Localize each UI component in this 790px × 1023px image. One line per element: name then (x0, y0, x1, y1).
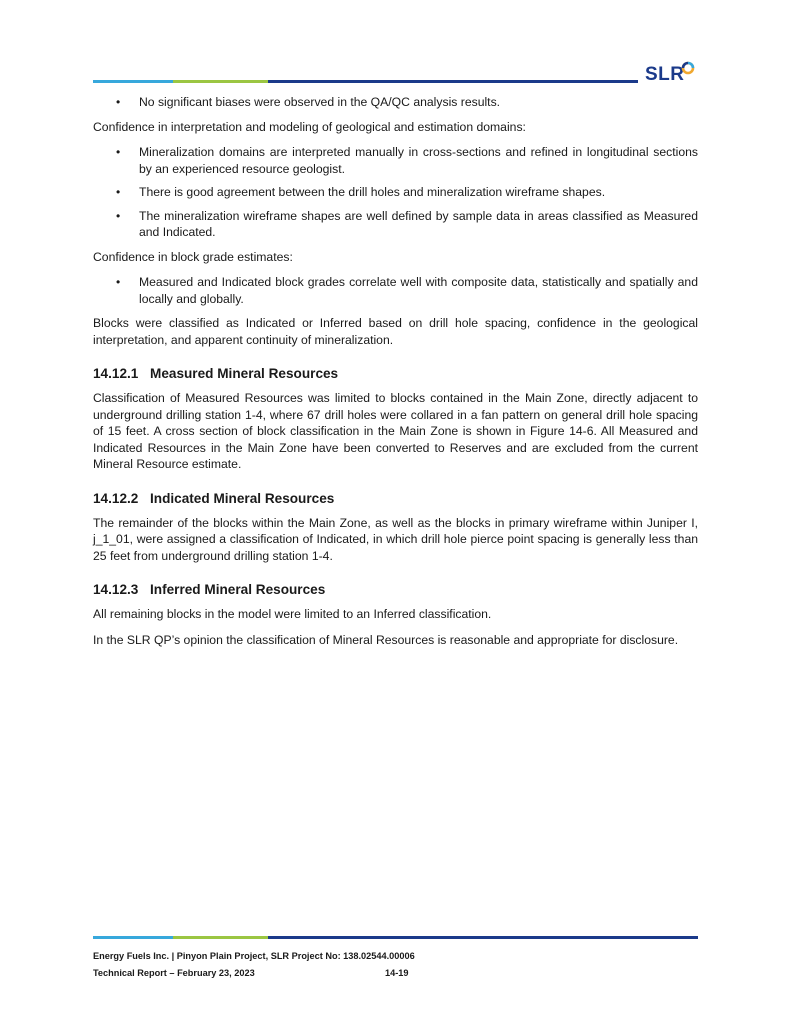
footer-report-line (93, 965, 698, 982)
section-number: 14.12.1 (93, 366, 139, 381)
footer-report-date: Technical Report – February 23, 2023 (93, 968, 255, 978)
paragraph-measured: Classification of Measured Resources was limited to blocks contained in the Main Zone, directly adjacent to underground drilling station 1-4, where 67 drill holes were collared in a fan pattern on general drill hole spacing of 15 feet. A cross section of block classification in the Main Zone is shown in Figure 14-6. All Measured and Indicated Resources in the Main Zone have been converted to Reserves and are excluded from the current Mineral Resource estimate. (93, 391, 698, 471)
section-heading-inferred (93, 581, 698, 598)
list-item: • No significant biases were observed in the QA/QC analysis results. (116, 95, 501, 109)
section-title: Measured Mineral Resources (150, 366, 339, 381)
document-body (93, 94, 698, 657)
section-number: 14.12.2 (93, 490, 139, 506)
bullet-list-qaqc (93, 94, 698, 111)
page-number: 14-19 (385, 968, 409, 978)
section-number: 14.12.3 (93, 582, 139, 597)
header-rule (93, 80, 638, 83)
list-item: • Measured and Indicated block grades correlate well with composite data, statistically and spatially and locally and globally. (116, 275, 698, 306)
bullet-list-grade (93, 274, 698, 307)
bullet-icon: • (116, 185, 121, 199)
bullet-icon: • (116, 208, 121, 223)
section-heading-indicated (93, 490, 698, 507)
paragraph-indicated: The remainder of the blocks within the Main Zone, as well as the blocks in primary wireframe within Juniper I, j_1_01, were assigned a classification of Indicated, in which drill hole pierce point spacing is generally less than 25 feet from underground drilling station 1-4. (93, 515, 698, 563)
paragraph-inferred: All remaining blocks in the model were limited to an Inferred classification. (93, 607, 492, 621)
bullet-icon: • (116, 145, 121, 159)
bullet-icon: • (116, 95, 121, 109)
footer-rule (93, 936, 698, 939)
logo-text: SLR (645, 64, 685, 85)
slr-logo (645, 64, 700, 88)
bullet-list-interpretation (93, 144, 698, 241)
paragraph-blocks-classified: Blocks were classified as Indicated or Inferred based on drill hole spacing, confidence in the geological interpretation, and apparent continuity of mineralization. (93, 316, 698, 347)
slr-logo-mark-icon (681, 61, 695, 75)
paragraph-confidence-interpretation: Confidence in interpretation and modeling of geological and estimation domains: (93, 119, 526, 134)
section-heading-measured (93, 365, 698, 382)
list-item: • There is good agreement between the drill holes and mineralization wireframe shapes. (116, 185, 606, 199)
paragraph-qp-opinion: In the SLR QP’s opinion the classification of Mineral Resources is reasonable and appropriate for disclosure. (93, 632, 679, 647)
page-footer (93, 948, 698, 982)
section-title: Inferred Mineral Resources (150, 582, 326, 597)
section-title: Indicated Mineral Resources (150, 490, 335, 506)
list-item: • Mineralization domains are interpreted manually in cross-sections and refined in longitudinal sections by an experienced resource geologist. (116, 145, 698, 176)
footer-project-line: Energy Fuels Inc. | Pinyon Plain Project, SLR Project No: 138.02544.00006 (93, 951, 415, 961)
list-item: • The mineralization wireframe shapes are well defined by sample data in areas classified as Measured and Indicated. (116, 208, 698, 239)
bullet-icon: • (116, 275, 121, 289)
paragraph-confidence-grade: Confidence in block grade estimates: (93, 249, 293, 264)
